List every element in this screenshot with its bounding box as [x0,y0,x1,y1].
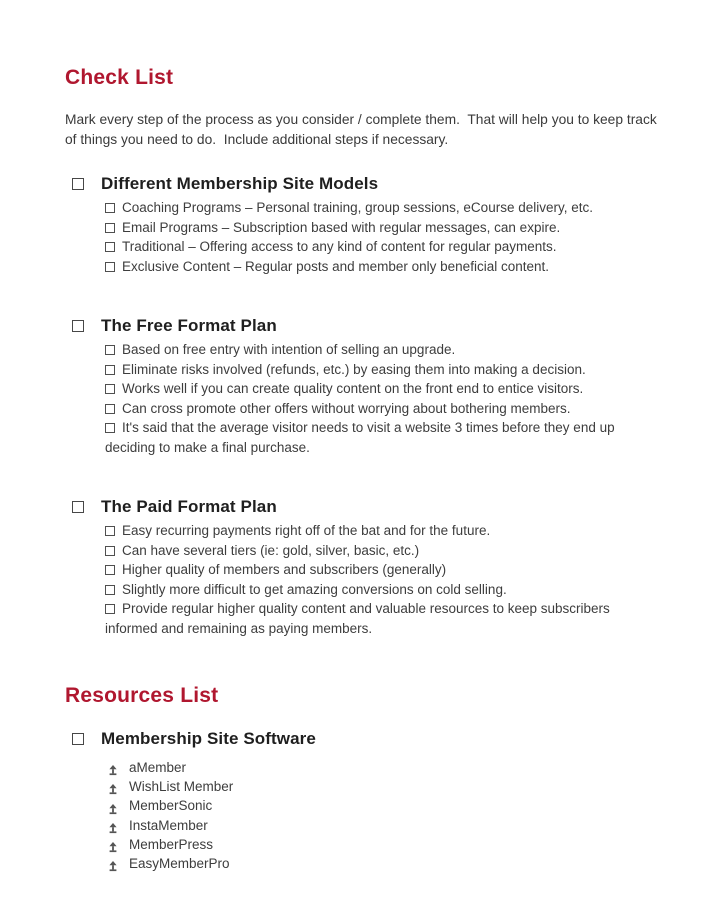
checklist-item [105,580,657,600]
checklist-item [105,399,657,419]
checklist-item [105,218,657,238]
checklist-item [105,360,657,380]
software-bullet-icon [108,781,118,792]
checklist-item-text: It's said that the average visitor needs to visit a website 3 times before they end up deciding to make a final purchase. [105,420,615,455]
section-items [105,521,657,638]
item-checkbox-icon [105,384,115,394]
item-checkbox-icon [105,345,115,355]
item-checkbox-icon [105,585,115,595]
checklist-item [105,340,657,360]
checklist-item-text: Works well if you can create quality content on the front end to entice visitors. [122,381,584,396]
section-title: The Free Format Plan [101,316,277,335]
checklist-section [65,497,658,638]
software-item-label: MemberSonic [129,798,213,814]
checklist-item [105,379,657,399]
item-checkbox-icon [105,604,115,614]
checklist-item [105,198,657,218]
section-head [65,497,658,517]
software-bullet-icon [108,858,118,869]
section-checkbox-icon [72,733,84,745]
section-title: The Paid Format Plan [101,497,277,516]
section-head [65,174,658,194]
section-checkbox-icon [72,501,84,513]
checklist-item [105,418,657,457]
software-item-label: MemberPress [129,836,214,852]
sections-container [65,174,658,638]
software-item [108,816,658,835]
software-list [108,758,658,873]
software-item [108,835,658,854]
checklist-item-text: Can have several tiers (ie: gold, silver, basic, etc.) [122,542,420,558]
checklist-item-text: Email Programs – Subscription based with regular messages, can expire. [122,219,561,235]
software-item-label: aMember [129,760,187,775]
software-bullet-icon [108,801,118,812]
software-item [108,758,658,777]
checklist-title: Check List [65,66,174,89]
resources-title: Resources List [65,684,219,707]
software-bullet-icon [108,839,118,850]
checklist-item [105,257,657,277]
software-bullet-icon [108,820,118,831]
item-checkbox-icon [105,565,115,575]
section-items [105,198,657,276]
resources-section-head [65,729,658,749]
checklist-item-text: Can cross promote other offers without worrying about bothering members. [122,400,571,416]
software-item-label: EasyMemberPro [129,856,230,872]
intro-paragraph: Mark every step of the process as you consider / complete them. That will help you to keep track of things you need to do. Include additional steps if necessary. [65,112,661,147]
checklist-item [105,599,657,638]
checklist-item-text: Coaching Programs – Personal training, group sessions, eCourse delivery, etc. [122,200,593,215]
section-items [105,340,657,457]
software-item-label: InstaMember [129,817,208,833]
checklist-section [65,174,658,276]
checklist-item [105,521,657,541]
checklist-section [65,316,658,457]
item-checkbox-icon [105,526,115,536]
section-head [65,316,658,336]
checklist-item-text: Traditional – Offering access to any kind of content for regular payments. [122,239,557,254]
checklist-item-text: Provide regular higher quality content and valuable resources to keep subscribers informed and remaining as paying members. [105,601,610,636]
software-item [108,777,658,796]
checklist-item-text: Eliminate risks involved (refunds, etc.) by easing them into making a decision. [122,361,586,377]
checklist-item-text: Easy recurring payments right off of the bat and for the future. [122,523,491,538]
item-checkbox-icon [105,242,115,252]
section-title: Different Membership Site Models [101,174,379,193]
section-title: Membership Site Software [101,729,316,748]
item-checkbox-icon [105,546,115,556]
item-checkbox-icon [105,223,115,233]
checklist-item [105,237,657,257]
item-checkbox-icon [105,404,115,414]
item-checkbox-icon [105,262,115,272]
software-item [108,854,658,873]
checklist-item-text: Higher quality of members and subscribers (generally) [122,562,447,577]
item-checkbox-icon [105,203,115,213]
checklist-item-text: Based on free entry with intention of selling an upgrade. [122,342,456,357]
checklist-item [105,560,657,580]
software-item-label: WishList Member [129,779,234,795]
software-item [108,796,658,815]
checklist-item-text: Exclusive Content – Regular posts and member only beneficial content. [122,258,549,274]
checklist-item-text: Slightly more difficult to get amazing conversions on cold selling. [122,581,507,597]
item-checkbox-icon [105,365,115,375]
checklist-item [105,541,657,561]
section-checkbox-icon [72,320,84,332]
resources-section [65,729,658,873]
section-checkbox-icon [72,178,84,190]
software-bullet-icon [108,762,118,773]
item-checkbox-icon [105,423,115,433]
